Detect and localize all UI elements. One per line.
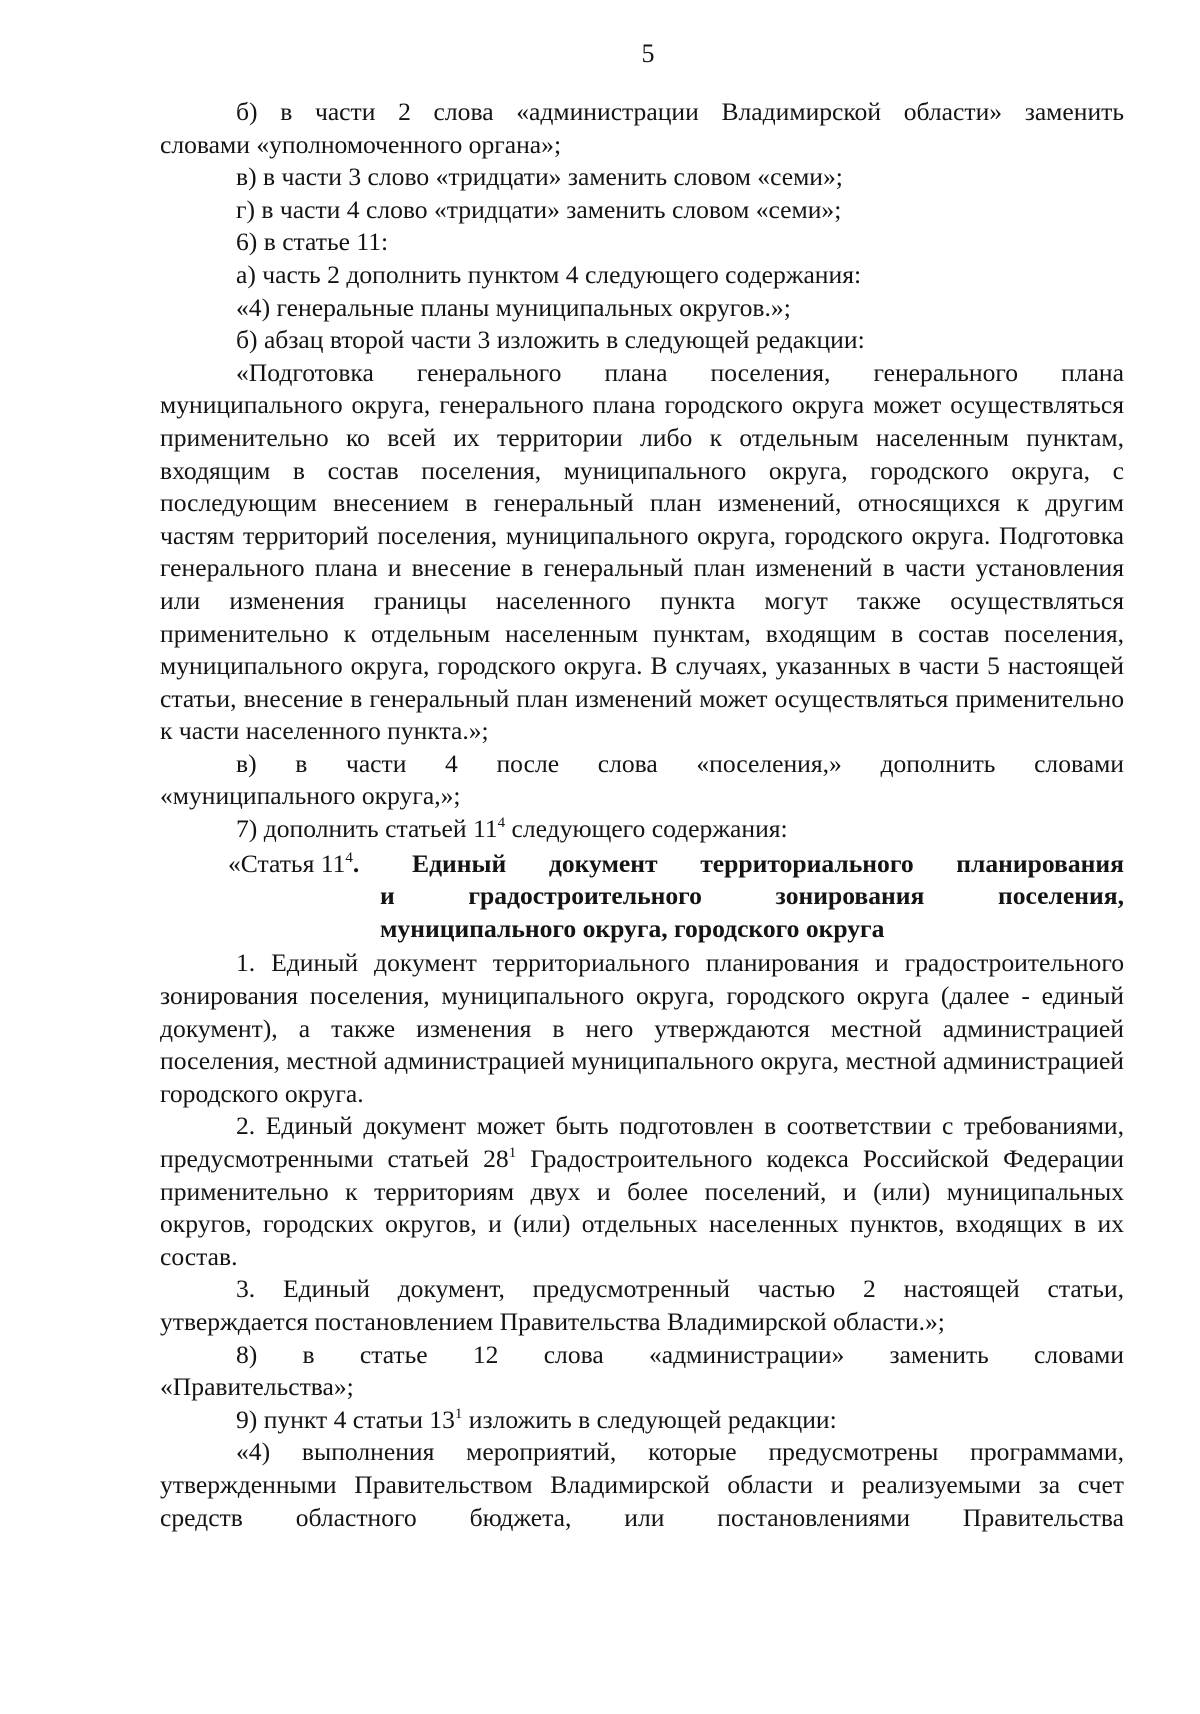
paragraph-item9 <box>160 1404 1124 1437</box>
article-title-line2: и градостроительного зонирования поселения, <box>380 881 1124 911</box>
paragraph-article-item3: 3. Единый документ, предусмотренный частью 2 настоящей статьи, утверждается постановлением Правительства Владимирской области.»; <box>160 1274 1124 1336</box>
document-body <box>160 96 1124 1534</box>
item2-superscript: 1 <box>508 1145 517 1161</box>
item7-text-post: следующего содержания: <box>505 814 788 844</box>
paragraph-item6: 6) в статье 11: <box>236 227 389 257</box>
item2-text-post: Градостроительного кодекса Российской Федерации применительно к территориям двух и более поселений, и (или) муниципальных округов, городских округов, и (или) отдельных населенных пунктов, входящих в их состав. <box>160 1144 1124 1271</box>
article-title-line3: муниципального округа, городского округа <box>380 913 885 943</box>
paragraph-main-rest: муниципального округа, генерального плана городского округа может осуществляться применительно ко всей их территории либо к отдельным населенным пунктам, входящим в состав поселения, муниципального округа, городского округа, с последующим внесением в генеральный план изменений, относящихся к другим частям территорий поселения, муниципального округа, городского округа. Подготовка генерального плана и внесение в генеральный план изменений в части установления или изменения границы населенного пункта могут также осуществляться применительно к отдельным населенным пунктам, входящим в состав поселения, муниципального округа, городского округа. В случаях, указанных в части 5 настоящей статьи, внесение в генеральный план изменений может осуществляться применительно к части населенного пункта.»; <box>160 390 1124 746</box>
item9-text-post: изложить в следующей редакции: <box>462 1404 837 1434</box>
page-number: 5 <box>641 39 655 68</box>
paragraph-a-part2: а) часть 2 дополнить пунктом 4 следующего содержания: <box>236 259 862 289</box>
article-dot: . <box>352 848 360 878</box>
article-superscript: 4 <box>345 849 353 866</box>
paragraph-item8-line2: «Правительства»; <box>160 1372 354 1402</box>
paragraph-item7 <box>160 813 1124 846</box>
paragraph-article-item2 <box>160 1110 1124 1273</box>
item9-superscript: 1 <box>454 1405 463 1422</box>
paragraph-v-part4-line2: «муниципального округа,»; <box>160 781 461 811</box>
paragraph-item8-line1: 8) в статье 12 слова «администрации» заменить словами <box>236 1339 1124 1369</box>
article-prefix-text: «Статья 11 <box>228 848 346 878</box>
item7-superscript: 4 <box>497 815 506 832</box>
article-number <box>228 848 412 881</box>
paragraph-v-part4-line1: в) в части 4 после слова «поселения,» дополнить словами <box>236 748 1124 778</box>
item7-text-pre: 7) дополнить статьей 11 <box>236 814 498 844</box>
paragraph-g-part4: г) в части 4 слово «тридцати» заменить словом «семи»; <box>236 194 842 224</box>
paragraph-b-part2-line1: б) в части 2 слова «администрации Владимирской области» заменить <box>236 97 1124 126</box>
paragraph-quote4-new: «4) выполнения мероприятий, которые предусмотрены программами, утвержденными Правительством Владимирской области и реализуемыми за счет средств областного бюджета, или постановлениями Правительства <box>160 1437 1124 1532</box>
paragraph-article-item1: 1. Единый документ территориального планирования и градостроительного зонирования поселения, муниципального округа, городского округа (далее - единый документ), а также изменения в него утверждаются местной администрацией поселения, местной администрацией муниципального округа, местной администрацией городского округа. <box>160 948 1124 1108</box>
paragraph-b-part2-line2: словами «уполномоченного органа»; <box>160 129 562 159</box>
article-heading <box>160 848 1124 946</box>
paragraph-v-part3: в) в части 3 слово «тридцати» заменить словом «семи»; <box>236 162 843 192</box>
paragraph-quote4: «4) генеральные планы муниципальных округов.»; <box>236 292 791 322</box>
paragraph-main-line1: «Подготовка генерального плана поселения, генерального плана <box>236 357 1124 387</box>
item9-text-pre: 9) пункт 4 статьи 13 <box>236 1404 455 1434</box>
paragraph-b-abzac: б) абзац второй части 3 изложить в следующей редакции: <box>236 325 865 355</box>
item2-text-pre: 2. Единый документ может быть подготовлен в соответствии с требованиями, предусмотренными статьей 28 <box>160 1111 1124 1173</box>
article-title <box>380 848 1124 946</box>
article-title-line1: Единый документ территориального планирования <box>412 848 1124 878</box>
